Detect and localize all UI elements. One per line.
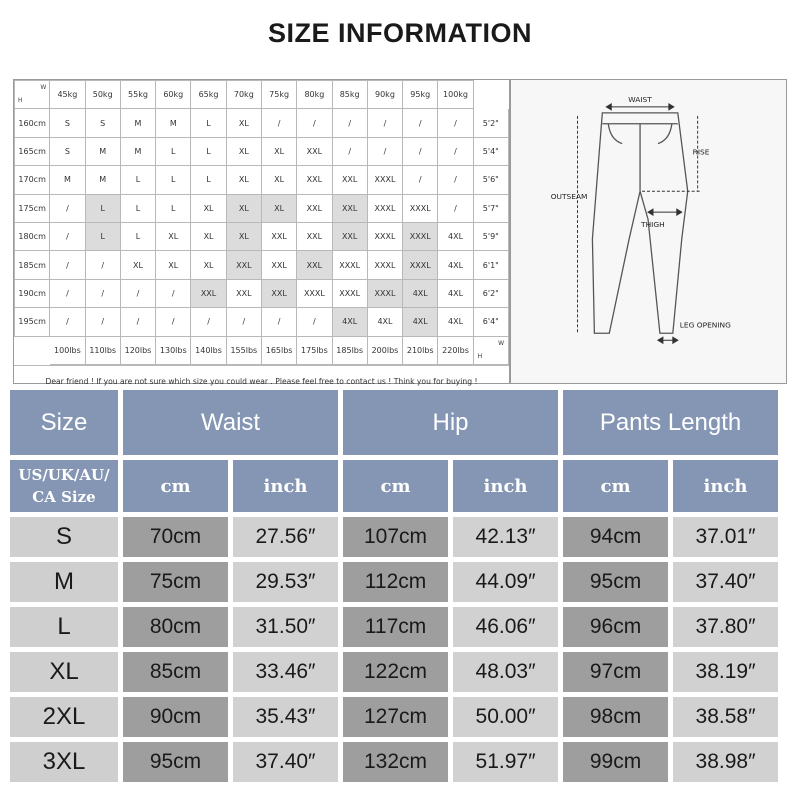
height-ft-cell: 5'4" — [473, 137, 508, 165]
size-cell: XXL — [297, 137, 332, 165]
header-waist: Waist — [123, 390, 338, 455]
size-cell: XL — [191, 251, 226, 279]
hip-inch-cell: 48.03″ — [453, 652, 558, 692]
size-cell: XL — [156, 222, 191, 250]
size-cell: / — [403, 166, 438, 194]
size-cell: / — [85, 308, 120, 336]
size-cell: S — [50, 137, 85, 165]
hip-cm-cell: 107cm — [343, 517, 448, 557]
size-chart-row — [15, 279, 509, 307]
length-inch-cell: 37.40″ — [673, 562, 778, 602]
height-ft-cell: 5'2" — [473, 109, 508, 137]
weight-lbs-cell: 200lbs — [367, 336, 402, 364]
measurement-row — [10, 742, 778, 782]
height-cm-cell: 185cm — [15, 251, 50, 279]
size-cell: XXXL — [367, 194, 402, 222]
size-cell: XXL — [261, 251, 296, 279]
length-cm-cell: 99cm — [563, 742, 668, 782]
size-label-cell: L — [10, 607, 118, 647]
subheader-length-inch: inch — [673, 460, 778, 512]
size-cell: XXL — [261, 222, 296, 250]
size-cell: XXXL — [403, 251, 438, 279]
weight-kg-cell: 90kg — [367, 81, 402, 109]
size-cell: XL — [226, 137, 261, 165]
height-cm-cell: 170cm — [15, 166, 50, 194]
outseam-label: OUTSEAM — [550, 192, 588, 202]
size-cell: 4XL — [332, 308, 367, 336]
size-chart-row — [15, 194, 509, 222]
size-cell: XL — [191, 222, 226, 250]
measurement-header-row — [10, 390, 778, 455]
weight-lbs-cell: 165lbs — [261, 336, 296, 364]
waist-inch-cell: 27.56″ — [233, 517, 338, 557]
size-cell: L — [191, 137, 226, 165]
hip-inch-cell: 42.13″ — [453, 517, 558, 557]
size-cell: / — [367, 137, 402, 165]
measurement-row — [10, 607, 778, 647]
hip-cm-cell: 132cm — [343, 742, 448, 782]
weight-lbs-cell: 175lbs — [297, 336, 332, 364]
leg-opening-arrow — [658, 337, 678, 343]
waist-cm-cell: 95cm — [123, 742, 228, 782]
size-cell: 4XL — [367, 308, 402, 336]
size-cell: L — [156, 194, 191, 222]
size-cell: XXXL — [367, 222, 402, 250]
pants-diagram — [510, 79, 787, 384]
weight-kg-cell: 60kg — [156, 81, 191, 109]
length-cm-cell: 96cm — [563, 607, 668, 647]
size-cell: M — [156, 109, 191, 137]
rise-label: RISE — [692, 147, 710, 157]
size-cell: / — [156, 308, 191, 336]
size-chart-row — [15, 251, 509, 279]
size-label-cell: M — [10, 562, 118, 602]
size-cell: XXL — [226, 279, 261, 307]
size-cell: 4XL — [438, 222, 473, 250]
waist-inch-cell: 35.43″ — [233, 697, 338, 737]
size-cell: L — [120, 222, 155, 250]
corner-h-label: H — [477, 352, 483, 360]
weight-kg-cell: 70kg — [226, 81, 261, 109]
weight-lbs-cell: 120lbs — [120, 336, 155, 364]
height-ft-cell: 5'9" — [473, 222, 508, 250]
waist-cm-cell: 90cm — [123, 697, 228, 737]
size-chart-row — [15, 137, 509, 165]
size-cell: XXL — [332, 166, 367, 194]
hip-cm-cell: 127cm — [343, 697, 448, 737]
hip-inch-cell: 46.06″ — [453, 607, 558, 647]
measurement-subheader-row — [10, 460, 778, 512]
size-cell: XXL — [332, 222, 367, 250]
waist-cm-cell: 85cm — [123, 652, 228, 692]
header-size: Size — [10, 390, 118, 455]
size-cell: / — [297, 308, 332, 336]
size-cell: L — [120, 166, 155, 194]
size-cell: XXL — [297, 222, 332, 250]
size-chart-row — [15, 109, 509, 137]
size-cell: XL — [156, 251, 191, 279]
subheader-hip-inch: inch — [453, 460, 558, 512]
weight-lbs-cell: 155lbs — [226, 336, 261, 364]
weight-lbs-cell: 110lbs — [85, 336, 120, 364]
size-cell: / — [261, 109, 296, 137]
waist-cm-cell: 70cm — [123, 517, 228, 557]
size-cell: / — [120, 279, 155, 307]
size-cell: XXL — [297, 251, 332, 279]
size-cell: / — [332, 137, 367, 165]
size-cell: XXL — [297, 194, 332, 222]
size-cell: 4XL — [403, 308, 438, 336]
size-chart-body — [15, 109, 509, 336]
size-cell: 4XL — [438, 308, 473, 336]
waist-label: WAIST — [628, 94, 652, 104]
size-cell: / — [85, 251, 120, 279]
weight-kg-cell: 80kg — [297, 81, 332, 109]
size-cell: M — [120, 137, 155, 165]
size-label-cell: 2XL — [10, 697, 118, 737]
size-cell: / — [50, 308, 85, 336]
subheader-hip-cm: cm — [343, 460, 448, 512]
size-cell: L — [156, 137, 191, 165]
size-cell: XXL — [297, 166, 332, 194]
size-cell: L — [85, 194, 120, 222]
size-cell: XXXL — [367, 251, 402, 279]
size-cell: / — [50, 279, 85, 307]
size-cell: L — [191, 109, 226, 137]
weight-kg-cell: 85kg — [332, 81, 367, 109]
size-cell: L — [191, 166, 226, 194]
length-inch-cell: 38.19″ — [673, 652, 778, 692]
page-title: SIZE INFORMATION — [268, 18, 532, 48]
height-ft-cell: 6'4" — [473, 308, 508, 336]
size-cell: / — [85, 279, 120, 307]
size-cell: XXL — [261, 279, 296, 307]
thigh-arrow — [648, 209, 682, 215]
size-cell: / — [403, 109, 438, 137]
size-chart-row — [15, 166, 509, 194]
hip-inch-cell: 50.00″ — [453, 697, 558, 737]
blank-cell — [15, 336, 50, 364]
hip-inch-cell: 51.97″ — [453, 742, 558, 782]
height-ft-cell: 5'7" — [473, 194, 508, 222]
weight-kg-cell: 55kg — [120, 81, 155, 109]
length-cm-cell: 97cm — [563, 652, 668, 692]
hip-inch-cell: 44.09″ — [453, 562, 558, 602]
height-ft-cell: 6'1" — [473, 251, 508, 279]
weight-kg-header-row — [15, 81, 509, 109]
size-cell: XXXL — [367, 166, 402, 194]
size-cell: XL — [120, 251, 155, 279]
waist-inch-cell: 37.40″ — [233, 742, 338, 782]
weight-kg-cell: 45kg — [50, 81, 85, 109]
size-cell: XXXL — [403, 194, 438, 222]
hw-corner-bottom — [473, 336, 508, 364]
length-inch-cell: 37.01″ — [673, 517, 778, 557]
length-cm-cell: 94cm — [563, 517, 668, 557]
height-cm-cell: 175cm — [15, 194, 50, 222]
size-cell: XXL — [191, 279, 226, 307]
length-cm-cell: 95cm — [563, 562, 668, 602]
size-cell: M — [85, 137, 120, 165]
size-chart-grid — [13, 79, 510, 384]
height-cm-cell: 195cm — [15, 308, 50, 336]
hip-cm-cell: 117cm — [343, 607, 448, 647]
size-cell: / — [438, 137, 473, 165]
blank-cell — [473, 81, 508, 109]
size-label-cell: 3XL — [10, 742, 118, 782]
size-cell: XL — [226, 194, 261, 222]
size-cell: L — [120, 194, 155, 222]
size-cell: XL — [226, 109, 261, 137]
size-cell: / — [226, 308, 261, 336]
size-cell: XL — [226, 166, 261, 194]
size-cell: XXXL — [403, 222, 438, 250]
size-cell: XXL — [226, 251, 261, 279]
size-cell: L — [156, 166, 191, 194]
waist-arrow — [606, 104, 674, 110]
size-cell: / — [50, 251, 85, 279]
measurement-grid — [5, 385, 783, 787]
measurement-row — [10, 562, 778, 602]
corner-h-label: H — [18, 97, 23, 105]
corner-w-label: W — [498, 339, 504, 347]
subheader-length-cm: cm — [563, 460, 668, 512]
length-inch-cell: 37.80″ — [673, 607, 778, 647]
leg-opening-label: LEG OPENING — [679, 320, 731, 330]
subheader-size-line1: US/UK/AU/ — [18, 466, 110, 484]
size-cell: / — [50, 222, 85, 250]
subheader-size — [10, 460, 118, 512]
pants-diagram-svg — [511, 80, 786, 383]
size-cell: / — [261, 308, 296, 336]
hw-corner — [15, 81, 50, 109]
weight-kg-cell: 95kg — [403, 81, 438, 109]
measurement-table — [10, 385, 788, 795]
length-cm-cell: 98cm — [563, 697, 668, 737]
size-cell: / — [156, 279, 191, 307]
size-cell: XXXL — [367, 279, 402, 307]
size-cell: XL — [261, 137, 296, 165]
pants-outline — [592, 113, 687, 333]
size-cell: / — [332, 109, 367, 137]
size-cell: L — [85, 222, 120, 250]
weight-kg-cell: 75kg — [261, 81, 296, 109]
waist-inch-cell: 29.53″ — [233, 562, 338, 602]
size-cell: XL — [226, 222, 261, 250]
size-cell: 4XL — [438, 251, 473, 279]
waist-inch-cell: 33.46″ — [233, 652, 338, 692]
height-cm-cell: 190cm — [15, 279, 50, 307]
hip-cm-cell: 122cm — [343, 652, 448, 692]
size-cell: / — [438, 194, 473, 222]
size-cell: XXXL — [332, 251, 367, 279]
height-ft-cell: 5'6" — [473, 166, 508, 194]
size-chart-row — [15, 222, 509, 250]
size-cell: / — [367, 109, 402, 137]
measurement-row — [10, 697, 778, 737]
size-label-cell: S — [10, 517, 118, 557]
corner-w-label: W — [40, 84, 47, 91]
measurement-row — [10, 652, 778, 692]
size-cell: XL — [261, 194, 296, 222]
waist-cm-cell: 80cm — [123, 607, 228, 647]
size-cell: / — [120, 308, 155, 336]
weight-lbs-row — [15, 336, 509, 364]
thigh-label: THIGH — [641, 220, 665, 230]
size-chart-row — [15, 308, 509, 336]
size-cell: XXL — [332, 194, 367, 222]
subheader-waist-cm: cm — [123, 460, 228, 512]
weight-lbs-cell: 220lbs — [438, 336, 473, 364]
size-cell: / — [191, 308, 226, 336]
height-cm-cell: 165cm — [15, 137, 50, 165]
waist-cm-cell: 75cm — [123, 562, 228, 602]
size-cell: 4XL — [438, 279, 473, 307]
contact-note: Dear friend ! If you are not sure which size you could wear . Please feel free to contact us ! Think you for buying ! — [14, 365, 509, 397]
weight-lbs-cell: 210lbs — [403, 336, 438, 364]
weight-kg-cell: 50kg — [85, 81, 120, 109]
length-inch-cell: 38.58″ — [673, 697, 778, 737]
size-cell: / — [438, 109, 473, 137]
hip-cm-cell: 112cm — [343, 562, 448, 602]
size-cell: XL — [191, 194, 226, 222]
size-cell: M — [85, 166, 120, 194]
measurement-row — [10, 517, 778, 557]
size-cell: S — [50, 109, 85, 137]
weight-lbs-cell: 140lbs — [191, 336, 226, 364]
header-hip: Hip — [343, 390, 558, 455]
size-cell: M — [50, 166, 85, 194]
size-cell: XL — [261, 166, 296, 194]
size-cell: XXXL — [297, 279, 332, 307]
size-cell: / — [50, 194, 85, 222]
size-chart-table — [14, 80, 509, 365]
weight-lbs-cell: 130lbs — [156, 336, 191, 364]
waist-inch-cell: 31.50″ — [233, 607, 338, 647]
subheader-size-line2: CA Size — [32, 488, 96, 506]
measurement-body — [10, 517, 778, 782]
weight-lbs-cell: 100lbs — [50, 336, 85, 364]
weight-lbs-cell: 185lbs — [332, 336, 367, 364]
size-label-cell: XL — [10, 652, 118, 692]
height-ft-cell: 6'2" — [473, 279, 508, 307]
size-cell: XXXL — [332, 279, 367, 307]
weight-kg-cell: 100kg — [438, 81, 473, 109]
size-cell: S — [85, 109, 120, 137]
height-cm-cell: 160cm — [15, 109, 50, 137]
size-cell: / — [403, 137, 438, 165]
size-cell: M — [120, 109, 155, 137]
size-cell: 4XL — [403, 279, 438, 307]
size-cell: / — [438, 166, 473, 194]
length-inch-cell: 38.98″ — [673, 742, 778, 782]
subheader-waist-inch: inch — [233, 460, 338, 512]
height-cm-cell: 180cm — [15, 222, 50, 250]
weight-kg-cell: 65kg — [191, 81, 226, 109]
size-cell: / — [297, 109, 332, 137]
header-pants-length: Pants Length — [563, 390, 778, 455]
